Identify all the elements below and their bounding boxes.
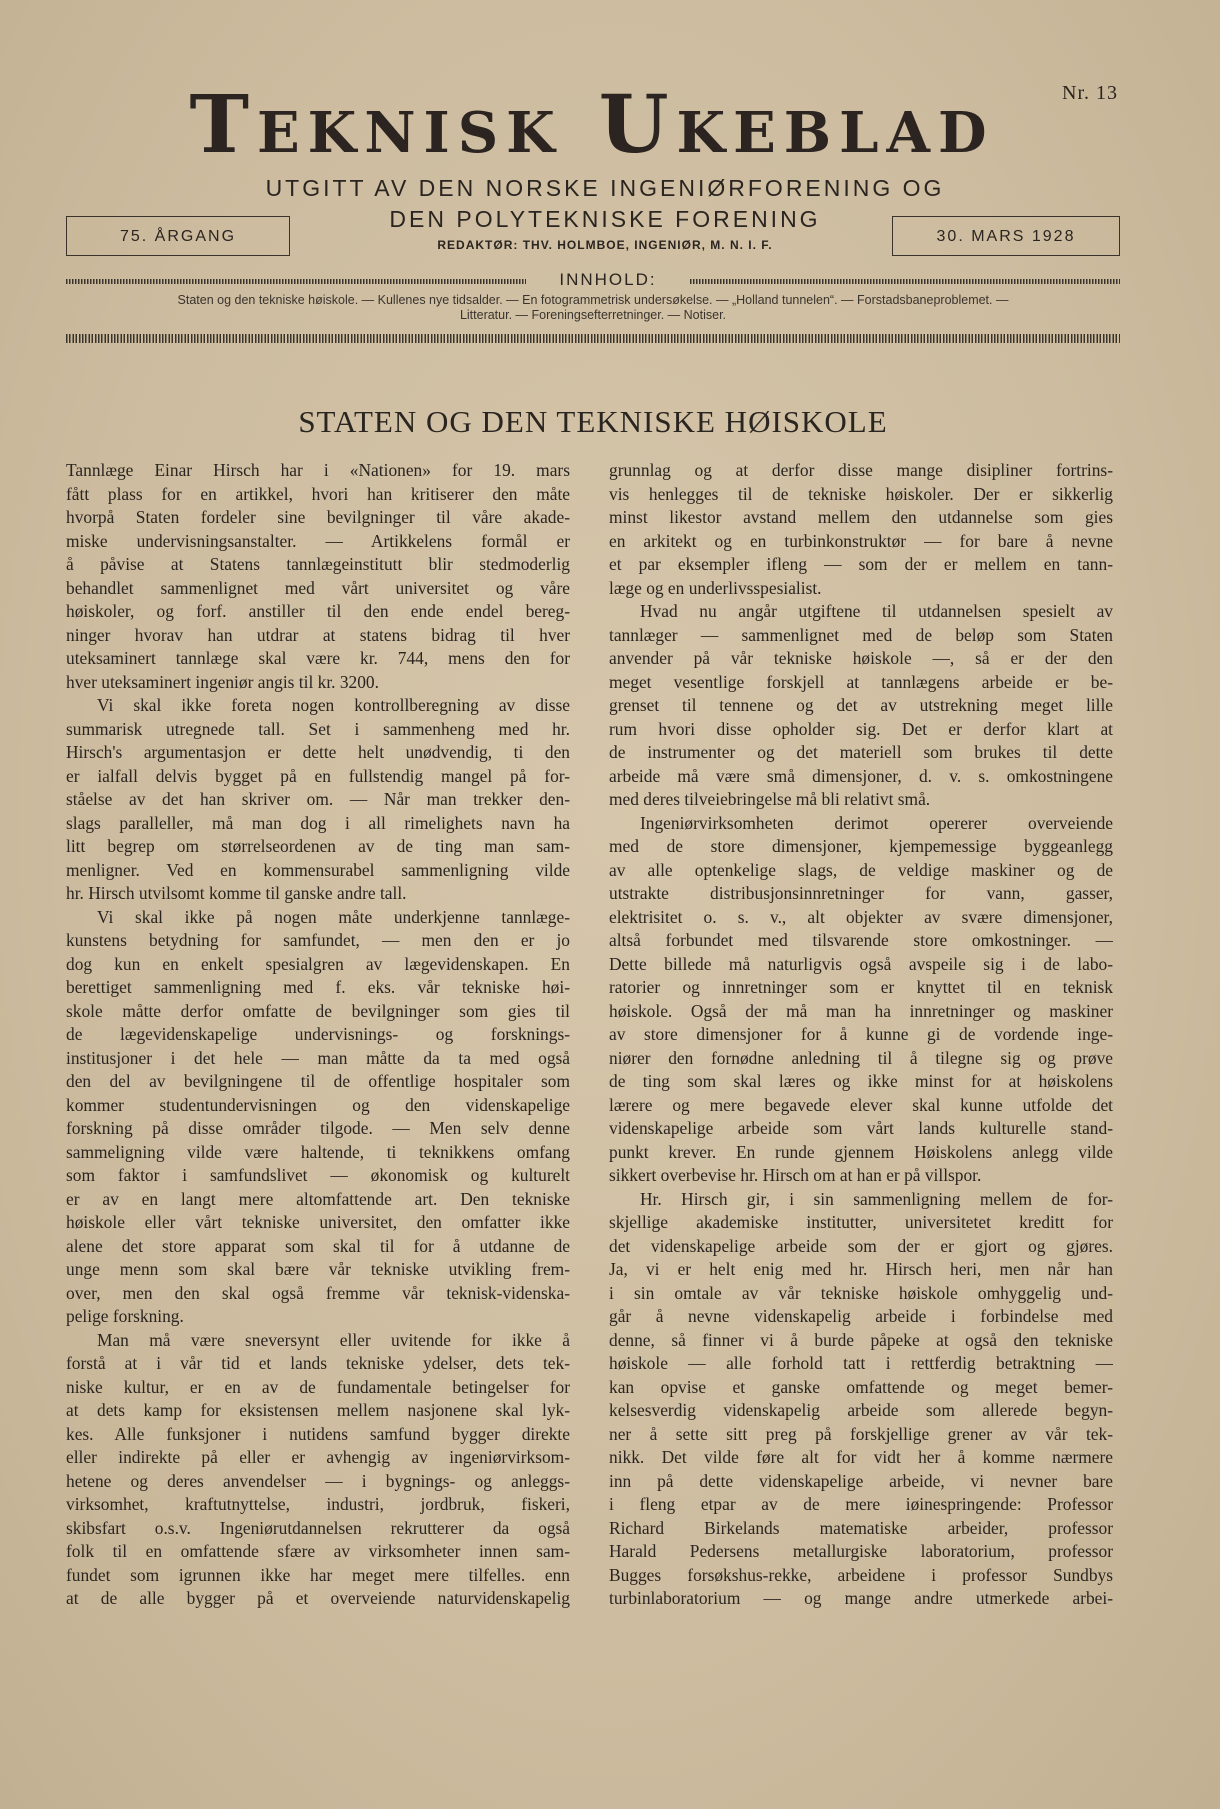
text-line: dog kun en enkelt spesialgren av lægevidenskapen. En xyxy=(66,953,570,974)
text-line: kommer studentundervisningen og den videnskapelige xyxy=(66,1094,570,1115)
text-line: institusjoner i det hele — man måtte da ta med også xyxy=(66,1047,570,1068)
text-line: Bugges forsøkshus-rekke, arbeidene i professor Sundbys xyxy=(609,1564,1113,1585)
text-line: fundet som igrunnen ikke har meget mere tilfelles. enn xyxy=(66,1564,570,1585)
text-line: Harald Pedersens metallurgiske laboratorium, professor xyxy=(609,1541,1113,1561)
text-line: meget vesentlige forskjell at tannlægens arbeide er be- xyxy=(609,671,1113,692)
text-line: går å nevne videnskapelig arbeide i forbindelse med xyxy=(609,1306,1113,1326)
text-line: forskning på disse områder tilgode. — Men selv denne xyxy=(66,1118,570,1138)
text-line: hver uteksaminert ingeniør angis til kr. 3200. xyxy=(66,671,379,692)
text-line: elektrisitet o. s. v., alt objekter av svære dimensjoner, xyxy=(609,906,1113,927)
text-line: punkt krever. En runde gjennem Høiskolens anlegg vilde xyxy=(609,1141,1113,1162)
text-line: folk til en omfattende sfære av virksomheter innen sam- xyxy=(66,1541,570,1561)
volume-box: 75. ÅRGANG xyxy=(66,216,290,256)
text-line: grenset til tennene og det av utstrekning meget lille xyxy=(609,695,1113,715)
text-line: Hirsch's argumentasjon er dette helt unødvendig, ti den xyxy=(66,742,570,762)
text-line: videnskapelige arbeide som vårt lands kulturelle stand- xyxy=(609,1118,1113,1138)
text-line: i fleng etpar av de mere iøinespringende: Professor xyxy=(609,1494,1113,1514)
text-line: arbeide må være små dimensjoner, d. v. s. omkostningene xyxy=(609,765,1113,786)
text-line: kes. Alle funksjoner i nutidens samfund bygger direkte xyxy=(66,1423,570,1444)
text-line: fått plass for en artikkel, hvori han kritiserer den måte xyxy=(66,483,570,504)
text-line: de ting som skal læres og ikke minst for at høiskolens xyxy=(609,1071,1113,1091)
text-line: Vi skal ikke foreta nogen kontrollberegning av disse xyxy=(97,695,570,715)
text-line: ratorier og innretninger som er knyttet til en teknisk xyxy=(609,977,1113,997)
text-line: miske undervisningsanstalter. — Artikkelens formål er xyxy=(66,530,570,551)
text-line: denne, så finner vi å burde påpeke at også den tekniske xyxy=(609,1329,1113,1350)
contents-rule-left xyxy=(66,279,526,284)
contents-line: Litteratur. — Foreningsefterretninger. — Notiser. xyxy=(459,308,727,322)
text-line: Tannlæge Einar Hirsch har i «Nationen» for 19. mars xyxy=(66,460,570,480)
text-line: å påvise at Statens tannlægeinstitutt blir stedmoderlig xyxy=(66,554,570,574)
text-line: Hvad nu angår utgiftene til utdannelsen spesielt av xyxy=(640,601,1113,621)
text-line: inn på dette videnskapelige arbeide, vi nevner bare xyxy=(609,1470,1113,1491)
text-line: anvender på vår tekniske høiskole —, så er der den xyxy=(609,648,1113,668)
text-line: av store dimensjoner for å kunne gi de vordende inge- xyxy=(609,1024,1113,1044)
text-line: hetene og deres anvendelser — i bygnings- og anleggs- xyxy=(66,1470,570,1491)
text-line: turbinlaboratorium — og mange andre utmerkede arbei- xyxy=(609,1588,1113,1608)
text-line: uteksaminert tannlæge skal være kr. 744, mens den for xyxy=(66,648,570,668)
publisher-line-2: DEN POLYTEKNISKE FORENING xyxy=(389,206,821,232)
text-line: niører den fornødne anledning til å tilegne sig og prøve xyxy=(609,1047,1113,1068)
text-line: hr. Hirsch utvilsomt komme til ganske andre tall. xyxy=(66,883,407,903)
text-line: læge og en underlivsspesialist. xyxy=(609,577,822,598)
text-line: Man må være sneversynt eller uvitende for ikke å xyxy=(97,1329,570,1350)
article-column-right xyxy=(609,459,1113,1611)
text-line: med deres tilveiebringelse må bli relativt små. xyxy=(609,789,931,809)
text-line: ståelse av det han skriver om. — Når man trekker den- xyxy=(66,789,570,809)
text-line: hvorpå Staten fordeler sine bevilgninger til våre akade- xyxy=(66,507,570,527)
text-line: Richard Birkelands matematiske arbeider, professor xyxy=(609,1517,1113,1538)
text-line: slags paralleller, må man dog i all rimelighets navn ha xyxy=(66,812,570,833)
text-line: vis henlegges til de tekniske høiskoler. Der er sikkerlig xyxy=(609,483,1113,504)
text-line: høiskoler, og forf. anstiller til den ende endel bereg- xyxy=(66,601,570,621)
text-line: høiskole. Også der må man ha innretninger og maskiner xyxy=(609,1000,1113,1021)
text-line: høiskole — alle forhold tatt i rettferdig betraktning — xyxy=(609,1353,1113,1373)
text-line: skole måtte derfor omfatte de bevilgninger som gies til xyxy=(66,1000,570,1021)
text-line: tannlæger — sammenlignet med de beløp som Staten xyxy=(609,624,1113,645)
text-line: litt begrep om størrelseordenen av de ting man sam- xyxy=(66,836,570,856)
date-box: 30. MARS 1928 xyxy=(892,216,1120,256)
text-line: skjellige akademiske institutter, universitetet kreditt for xyxy=(609,1212,1113,1232)
text-line: summarisk utregnede tall. Set i sammenheng med hr. xyxy=(66,718,570,739)
text-line: Ingeniørvirksomheten derimot opererer overveiende xyxy=(640,812,1113,833)
text-line: en arkitekt og en turbinkonstruktør — for bare å nevne xyxy=(609,530,1113,551)
text-line: kelsesverdig videnskapelig arbeide som allerede begyn- xyxy=(609,1400,1113,1420)
text-line: som faktor i samfundslivet — økonomisk og kulturelt xyxy=(66,1165,570,1185)
text-line: utstrakte distribusjonsinnretninger for vann, gasser, xyxy=(609,883,1113,903)
text-line: er ialfall delvis bygget på en fullstendig mangel på for- xyxy=(66,765,570,786)
text-line: med de store dimensjoner, kjempemessige byggeanlegg xyxy=(609,836,1113,856)
text-line: minst likestor avstand mellem den utdannelse som gies xyxy=(609,507,1113,527)
text-line: eller indirekte på eller er avhengig av ingeniørvirksom- xyxy=(66,1447,570,1467)
text-line: de lægevidenskapelige undervisnings- og forsknings- xyxy=(66,1024,570,1044)
text-line: ner å sette sitt preg på forskjellige grener av vår tek- xyxy=(609,1423,1113,1444)
contents-rule-right xyxy=(690,279,1120,284)
text-line: den del av bevilgningene til de offentlige hospitaler som xyxy=(66,1071,570,1091)
article-title: STATEN OG DEN TEKNISKE HØISKOLE xyxy=(298,404,888,439)
text-line: altså forbundet med tilsvarende store omkostninger. — xyxy=(609,930,1113,950)
text-line: menligner. Ved en kommensurabel sammenligning vilde xyxy=(66,859,570,880)
text-line: Hr. Hirsch gir, i sin sammenligning mellem de for- xyxy=(640,1188,1113,1209)
text-line: forstå at i vår tid et lands tekniske ydelser, dets tek- xyxy=(66,1353,570,1373)
publisher-line-1: UTGITT AV DEN NORSKE INGENIØRFORENING OG xyxy=(265,175,945,201)
text-line: Dette billede må naturligvis også avspeile sig i de labo- xyxy=(609,953,1113,974)
contents-label: INNHOLD: xyxy=(559,270,657,289)
text-line: det videnskapelige arbeide som der er gjort og gjøres. xyxy=(609,1235,1113,1256)
text-line: de instrumenter og det materiell som brukes til dette xyxy=(609,742,1113,762)
text-line: i sin omtale av vår tekniske høiskole omhyggelig und- xyxy=(609,1282,1113,1303)
text-line: skibsfart o.s.v. Ingeniørutdannelsen rekrutterer da også xyxy=(66,1517,570,1538)
text-line: nikk. Det vilde føre alt for vidt her å komme nærmere xyxy=(609,1447,1113,1467)
text-line: Ja, vi er helt enig med hr. Hirsch heri, men når han xyxy=(609,1259,1113,1279)
text-line: sikkert overbevise hr. Hirsch om at han er på villspor. xyxy=(609,1165,982,1185)
text-line: behandlet sammenlignet med vårt universitet og våre xyxy=(66,577,570,598)
text-line: alene det store apparat som skal til for å utdanne de xyxy=(66,1235,570,1256)
text-line: kan opvise et ganske omfattende og meget bemer- xyxy=(609,1376,1113,1397)
text-line: pelige forskning. xyxy=(66,1306,184,1326)
issue-number: Nr. 13 xyxy=(1062,82,1118,104)
article-column-left xyxy=(66,459,570,1611)
text-line: at dets kamp for eksistensen mellem nasjonene skal lyk- xyxy=(66,1400,570,1420)
text-line: høiskole eller vårt tekniske universitet, den omfatter ikke xyxy=(66,1212,570,1232)
text-line: unge menn som skal bære vår tekniske utvikling frem- xyxy=(66,1259,570,1279)
text-line: over, men den skal også fremme vår teknisk-videnska- xyxy=(66,1282,570,1303)
text-line: rum hvori disse opholder sig. Det er derfor klart at xyxy=(609,718,1113,739)
text-line: kunstens betydning for samfundet, — men den er jo xyxy=(66,930,570,950)
text-line: et par eksempler ifleng — som der er mellem en tann- xyxy=(609,554,1113,574)
text-line: virksomhet, kraftutnyttelse, industri, jordbruk, fiskeri, xyxy=(66,1494,570,1514)
text-line: ninger hvorav han utdrar at statens bidrag til hver xyxy=(66,624,570,645)
text-line: er av en langt mere altomfattende art. Den tekniske xyxy=(66,1188,570,1209)
text-line: at de alle bygger på et overveiende naturvidenskapelig xyxy=(66,1588,570,1608)
text-line: lærere og mere begavede elever skal kunne utfolde det xyxy=(609,1094,1113,1115)
text-line: grunnlag og at derfor disse mange disipliner fortrins- xyxy=(609,460,1113,480)
text-line: sammeligning vilde være haltende, ti teknikkens omfang xyxy=(66,1141,570,1162)
masthead-title: Teknisk Ukeblad xyxy=(189,77,995,171)
text-line: Vi skal ikke på nogen måte underkjenne tannlæge- xyxy=(97,906,570,927)
contents-line: Staten og den tekniske høiskole. — Kullenes nye tidsalder. — En fotogrammetrisk undersøkelse. — „Holland tunnelen“. — Forstadsbaneproblemet. — xyxy=(177,293,1009,307)
text-line: av alle optenkelige slags, de veldige maskiner og de xyxy=(609,859,1113,880)
editor-line: REDAKTØR: THV. HOLMBOE, INGENIØR, M. N. I. F. xyxy=(437,238,773,252)
contents-list xyxy=(66,293,1120,323)
text-line: berettiget sammenligning med f. eks. vår tekniske høi- xyxy=(66,977,570,997)
text-line: niske kultur, er en av de fundamentale betingelser for xyxy=(66,1376,570,1397)
header-bottom-rule xyxy=(66,334,1120,343)
